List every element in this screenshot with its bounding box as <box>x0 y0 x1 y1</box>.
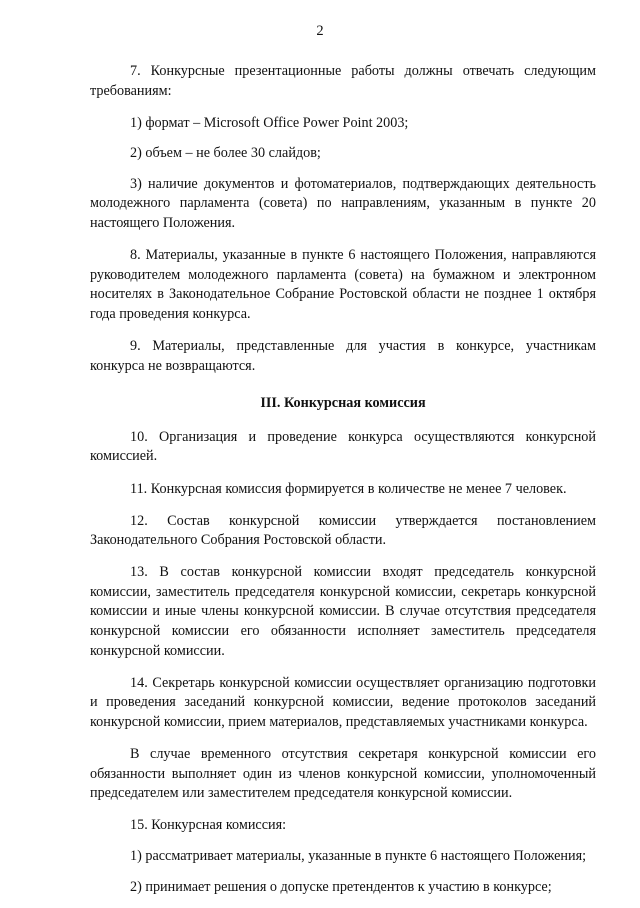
paragraph-secretary-absence: В случае временного отсутствия секретаря конкурсной комиссии его обязанности выполняет один из членов конкурсной комиссии, уполномоченный председателем или заместителем председателя конкурсной комиссии. <box>90 746 596 802</box>
paragraph-item-11: 11. Конкурсная комиссия формируется в количестве не менее 7 человек. <box>130 480 567 497</box>
list-item-format: 1) формат – Microsoft Office Power Point 2003; <box>130 114 409 131</box>
paragraph-item-15: 15. Конкурсная комиссия: <box>130 817 287 834</box>
paragraph-item-9: 9. Материалы, представленные для участия в конкурсе, участникам конкурса не возвращаются. <box>90 338 596 374</box>
paragraph-item-14: 14. Секретарь конкурсной комиссии осуществляет организацию подготовки и проведения заседаний конкурсной комиссии, ведение протоколов заседаний конкурсной комиссии, прием материалов, представляемых участниками конкурса. <box>90 674 596 730</box>
section-heading: III. Конкурсная комиссия <box>260 395 426 412</box>
list-item-review-materials: 1) рассматривает материалы, указанные в пункте 6 настоящего Положения; <box>130 847 587 864</box>
paragraph-item-13: 13. В состав конкурсной комиссии входят председатель конкурсной комиссии, заместитель председателя конкурсной комиссии, секретарь конкурсной комиссии и иные члены конкурсной комиссии. В случае отсутствия председателя конкурсной комиссии его обязанности исполняет заместитель председателя конкурсной комиссии. <box>90 564 596 659</box>
list-item-documents: 3) наличие документов и фотоматериалов, подтверждающих деятельность молодежного парламента (совета) по направлениям, указанным в пункте 20 настоящего Положения. <box>90 175 596 232</box>
document-body <box>90 62 596 908</box>
list-item-admission-decision: 2) принимает решения о допуске претендентов к участию в конкурсе; <box>130 878 552 895</box>
list-item-volume: 2) объем – не более 30 слайдов; <box>130 145 321 162</box>
paragraph-item-8: 8. Материалы, указанные в пункте 6 настоящего Положения, направляются руководителем молодежного парламента (совета) на бумажном и электронном носителях в Законодательное Собрание Ростовской области не позднее 1 октября года проведения конкурса. <box>90 247 596 322</box>
paragraph-item-7: 7. Конкурсные презентационные работы должны отвечать следующим требованиям: <box>90 63 596 99</box>
paragraph-item-10: 10. Организация и проведение конкурса осуществляются конкурсной комиссией. <box>90 428 596 465</box>
paragraph-item-12: 12. Состав конкурсной комиссии утверждается постановлением Законодательного Собрания Ростовской области. <box>90 512 596 549</box>
page-number: 2 <box>316 23 324 39</box>
